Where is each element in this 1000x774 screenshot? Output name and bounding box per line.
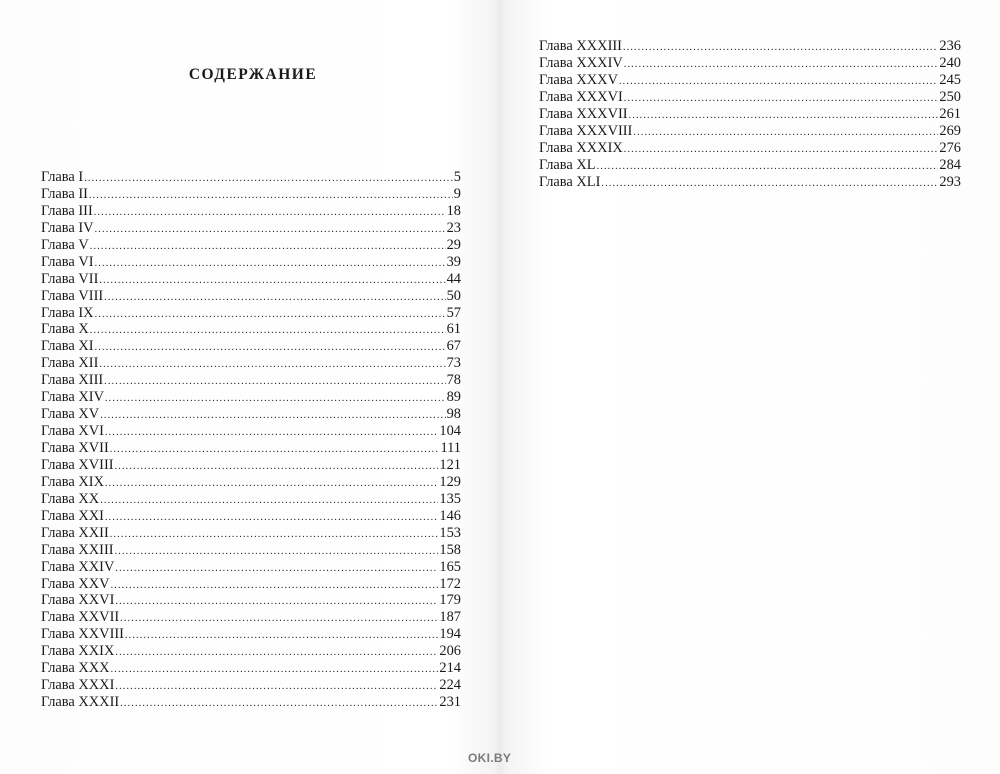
dot-leader: [623, 40, 938, 57]
page-number: 129: [439, 473, 461, 490]
page-number: 158: [439, 541, 461, 558]
chapter-label: Глава XVII: [41, 440, 109, 456]
page-number: 44: [446, 270, 461, 287]
page-number: 111: [440, 440, 461, 456]
toc-entry: [41, 237, 461, 254]
page-number: 50: [446, 287, 461, 304]
toc-entry: [41, 474, 461, 491]
page-number: 293: [939, 173, 961, 190]
chapter-label: Глава XVIII: [41, 456, 114, 473]
toc-entry: [539, 140, 961, 157]
dot-leader: [619, 74, 938, 91]
toc-entry: [41, 355, 461, 372]
page-number: 61: [446, 321, 461, 338]
page-number: 146: [439, 507, 461, 524]
toc-entry: [539, 123, 961, 140]
dot-leader: [105, 425, 438, 442]
toc-list-right: [539, 38, 961, 190]
dot-leader: [105, 476, 438, 493]
page-number: 179: [439, 592, 461, 609]
page-number: 39: [446, 253, 461, 270]
chapter-label: Глава XL: [539, 156, 596, 173]
toc-entry: [41, 508, 461, 525]
page-number: 194: [439, 626, 461, 643]
chapter-label: Глава XXII: [41, 524, 109, 541]
page-number: 245: [939, 71, 961, 88]
toc-entry: [41, 660, 461, 677]
dot-leader: [601, 176, 938, 193]
page-number: 269: [939, 122, 961, 139]
chapter-label: Глава XXI: [41, 507, 104, 524]
toc-entry: [41, 609, 461, 626]
dot-leader: [125, 628, 438, 645]
page-number: 187: [439, 609, 461, 626]
toc-entry: [41, 576, 461, 593]
dot-leader: [597, 159, 939, 176]
dot-leader: [629, 108, 939, 125]
toc-entry: [41, 271, 461, 288]
dot-leader: [84, 171, 453, 188]
toc-entry: [539, 55, 961, 72]
chapter-label: Глава XXIX: [41, 643, 115, 660]
chapter-label: Глава XII: [41, 355, 99, 372]
toc-entry: [41, 338, 461, 355]
toc-entry: [41, 321, 461, 338]
page-title: СОДЕРЖАНИЕ: [188, 66, 318, 83]
chapter-label: Глава I: [41, 169, 84, 185]
toc-entry: [41, 254, 461, 271]
toc-entry: [539, 89, 961, 106]
chapter-label: Глава XXXVII: [539, 105, 628, 122]
toc-entry: [539, 174, 961, 191]
dot-leader: [105, 391, 446, 408]
dot-leader: [115, 561, 438, 578]
page-number: 284: [939, 156, 961, 173]
page-number: 231: [439, 694, 461, 711]
chapter-label: Глава VIII: [41, 287, 104, 304]
toc-entry: [41, 525, 461, 542]
chapter-label: Глава XV: [41, 406, 100, 423]
page-number: 153: [439, 524, 461, 541]
dot-leader: [110, 527, 439, 544]
page-number: 98: [446, 406, 461, 423]
toc-entry: [41, 288, 461, 305]
page-number: 261: [939, 105, 961, 122]
toc-entry: [41, 457, 461, 474]
dot-leader: [115, 594, 438, 611]
page-number: 135: [439, 490, 461, 507]
dot-leader: [90, 239, 446, 256]
dot-leader: [95, 307, 446, 324]
chapter-label: Глава XXXIV: [539, 54, 623, 71]
chapter-label: Глава IX: [41, 304, 94, 321]
dot-leader: [120, 611, 438, 628]
dot-leader: [94, 205, 446, 222]
dot-leader: [95, 340, 446, 357]
toc-entry: [41, 643, 461, 660]
page-number: 67: [446, 338, 461, 355]
dot-leader: [95, 222, 446, 239]
page-number: 206: [439, 643, 461, 660]
toc-entry: [41, 305, 461, 322]
dot-leader: [115, 679, 438, 696]
chapter-label: Глава XXXV: [539, 71, 618, 88]
chapter-label: Глава XXIV: [41, 558, 115, 575]
chapter-label: Глава XXVII: [41, 609, 120, 626]
toc-entry: [41, 592, 461, 609]
chapter-label: Глава XXXVIII: [539, 122, 633, 139]
chapter-label: Глава XXXIX: [539, 139, 623, 156]
dot-leader: [95, 256, 446, 273]
page-number: 104: [439, 423, 461, 440]
dot-leader: [105, 510, 438, 527]
chapter-label: Глава VI: [41, 253, 94, 270]
page-number: 214: [439, 660, 461, 677]
page-number: 78: [446, 372, 461, 389]
chapter-label: Глава XIII: [41, 372, 104, 389]
chapter-label: Глава XXXVI: [539, 88, 623, 105]
page-number: 236: [939, 38, 961, 54]
toc-entry: [41, 203, 461, 220]
chapter-label: Глава XXXIII: [539, 38, 622, 54]
dot-leader: [100, 493, 438, 510]
chapter-label: Глава XLI: [539, 173, 601, 190]
toc-list-left: [41, 169, 461, 711]
chapter-label: Глава X: [41, 321, 89, 338]
dot-leader: [99, 357, 445, 374]
toc-entry: [539, 72, 961, 89]
toc-entry: [41, 406, 461, 423]
dot-leader: [115, 544, 439, 561]
chapter-label: Глава XXVIII: [41, 626, 124, 643]
chapter-label: Глава III: [41, 202, 93, 219]
toc-entry: [41, 169, 461, 186]
toc-entry: [41, 186, 461, 203]
page-number: 73: [446, 355, 461, 372]
chapter-label: Глава XXX: [41, 660, 110, 677]
toc-entry: [41, 389, 461, 406]
toc-entry: [41, 220, 461, 237]
page-number: 276: [939, 139, 961, 156]
toc-entry: [41, 440, 461, 457]
page-number: 89: [446, 389, 461, 406]
page-number: 224: [439, 677, 461, 694]
dot-leader: [115, 459, 439, 476]
chapter-label: Глава XX: [41, 490, 100, 507]
chapter-label: Глава XXXII: [41, 694, 120, 711]
page-number: 29: [446, 236, 461, 253]
toc-entry: [41, 491, 461, 508]
dot-leader: [99, 273, 445, 290]
dot-leader: [633, 125, 938, 142]
page-number: 9: [453, 185, 461, 202]
dot-leader: [89, 188, 453, 205]
dot-leader: [624, 91, 939, 108]
toc-entry: [41, 542, 461, 559]
dot-leader: [111, 662, 439, 679]
toc-entry: [41, 423, 461, 440]
page-number: 18: [446, 202, 461, 219]
chapter-label: Глава XIX: [41, 473, 104, 490]
dot-leader: [624, 142, 939, 159]
toc-entry: [41, 626, 461, 643]
toc-entry: [41, 372, 461, 389]
chapter-label: Глава II: [41, 185, 88, 202]
toc-entry: [539, 157, 961, 174]
page-number: 250: [939, 88, 961, 105]
page-number: 165: [439, 558, 461, 575]
dot-leader: [104, 374, 445, 391]
dot-leader: [115, 645, 438, 662]
chapter-label: Глава XXV: [41, 575, 110, 592]
dot-leader: [120, 696, 438, 713]
dot-leader: [111, 578, 439, 595]
chapter-label: Глава XIV: [41, 389, 104, 406]
page-number: 57: [446, 304, 461, 321]
dot-leader: [110, 442, 440, 459]
dot-leader: [90, 323, 446, 340]
page-number: 5: [453, 169, 461, 185]
chapter-label: Глава XXIII: [41, 541, 114, 558]
chapter-label: Глава XVI: [41, 423, 104, 440]
toc-entry: [539, 38, 961, 55]
chapter-label: Глава XXXI: [41, 677, 115, 694]
chapter-label: Глава XXVI: [41, 592, 115, 609]
toc-entry: [41, 694, 461, 711]
chapter-label: Глава VII: [41, 270, 99, 287]
chapter-label: Глава XI: [41, 338, 94, 355]
dot-leader: [100, 408, 445, 425]
dot-leader: [104, 290, 445, 307]
toc-entry: [41, 677, 461, 694]
page-number: 240: [939, 54, 961, 71]
toc-entry: [41, 559, 461, 576]
page-number: 121: [439, 456, 461, 473]
dot-leader: [624, 57, 939, 74]
page-number: 23: [446, 219, 461, 236]
toc-entry: [539, 106, 961, 123]
chapter-label: Глава IV: [41, 219, 94, 236]
site-watermark: OKI.BY: [468, 751, 512, 765]
page-number: 172: [439, 575, 461, 592]
chapter-label: Глава V: [41, 236, 89, 253]
